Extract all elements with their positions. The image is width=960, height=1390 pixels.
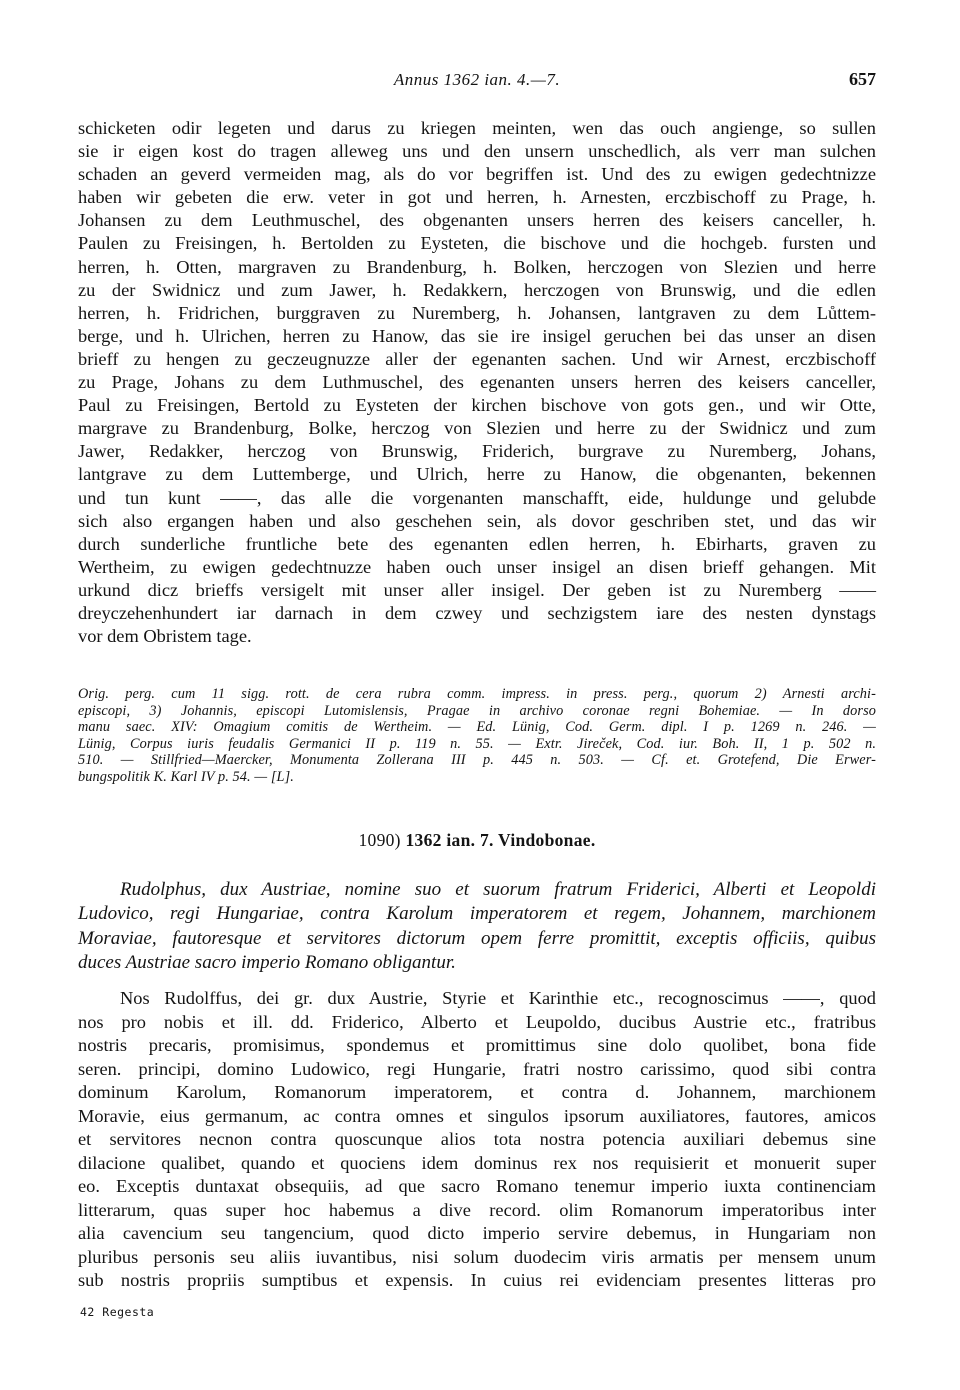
text-line: urkund dicz brieffs versigelt mit unser aller insigel. Der geben ist zu Nuremberg —— [78,579,876,600]
text-line: dilacione qualibet, quando et quociens idem dominus rex nos requisierit et monuerit super [78,1152,876,1173]
summary-line: Rudolphus, dux Austriae, nomine suo et suorum fratrum Friderici, Alberti et Leopoldi [120,879,876,900]
note-line: episcopi, 3) Johannis, episcopi Lutomislensis, Pragae in archivo coronae regni Bohemiae. — In dorso [78,702,876,719]
text-line: Nos Rudolffus, dei gr. dux Austrie, Styrie et Karinthie etc., recognoscimus ——, quod [120,988,876,1008]
text-line: dreyczehenhundert iar darnach in dem czwey und sechzigstem iare des nesten dynstags [78,602,876,623]
summary-line: Ludovico, regi Hungariae, contra Karolum imperatorem et regem, Johannem, marchionem [78,903,876,925]
summary-line: Moraviae, fautoresque et servitores dictorum opem ferre promittit, exceptis officiis, quibus [78,927,876,949]
text-line: brieff zu hengen zu geczeugnuzze aller der egenanten sachen. Und wir Arnest, erczbischoff [78,348,876,369]
text-line: haben wir gebeten die erw. veter in got und herren, h. Arnesten, erczbischoff zu Prage, h. [78,187,876,208]
text-line: sie ir eigen kost do tragen alleweg uns und den unsern unschedlich, als verr man sulchen [78,141,876,162]
text-line: et servitores necnon contra quoscunque alios tota nostra potencia auxiliari debemus sine [78,1129,876,1149]
entry-number: 1090) [358,830,401,850]
text-line: margrave zu Brandenburg, Bolke, herczog von Slezien und herre zu der Swidnicz und zum [78,418,876,439]
text-line: sub nostris propriis sumptibus et expensis. In cuius rei evidenciam presentes litteras pro [78,1270,876,1290]
note-line: manu saec. XIV: Omagium comitis de Wertheim. — Ed. Lünig, Cod. Germ. dipl. I p. 1269 n. 246. — [78,719,876,736]
text-line: vor dem Obristem tage. [78,626,252,647]
text-line: zu der Swidnicz und zum Jawer, h. Redakkern, herczogen von Brunswig, und die edlen [78,279,876,300]
source-notes [78,686,876,786]
running-head-title: Annus 1362 ian. 4.—7. [393,70,561,89]
text-line: herren, h. Otten, margraven zu Brandenburg, h. Bolken, herczogen von Slezien und herre [78,256,876,277]
text-line: Jawer, Redakker, herczog von Brunswig, Friderich, burgrave zu Nuremberg, Johans, [78,441,876,462]
note-line: Lünig, Corpus iuris feudalis Germanici II p. 119 n. 55. — Extr. Jireček, Cod. iur. Boh. II, 1 p. 502 n. [78,735,876,752]
text-line: Paul zu Freisingen, Bertold zu Eysteten der kirchen bischove von gots gen., und wir Otte, [78,395,876,416]
text-line: nos pro nobis et ill. dd. Friderico, Alberto et Leupoldo, ducibus Austrie etc., fratribus [78,1011,876,1032]
text-line: dominum Karolum, Romanorum imperatorem, et contra d. Johannem, marchionem [78,1082,876,1102]
text-line: pluribus personis seu aliis iuvantibus, nisi solum duodecim viris armatis per mensem unum [78,1246,876,1267]
text-line: Paulen zu Freisingen, h. Bertolden zu Eysteten, die bischove und die hochgeb. fursten und [78,233,876,254]
text-line: alia cavencium seu tangencium, quod dicto imperio servire debemus, in Hungariam non [78,1223,876,1243]
text-line: nostris precaris, promisimus, spondemus et promittimus sine dolo quolibet, bona fide [78,1035,876,1055]
document-text [78,987,876,1293]
text-line: durch sunderliche fruntliche bete des egenanten edlen herren, h. Ebirharts, graven zu [78,533,876,554]
text-line: sich also ergangen haben und also geschehen sein, als dovor geschriben stet, und das wir [78,510,876,531]
continuation-text [78,117,876,648]
note-line: bungspolitik K. Karl IV p. 54. — [L]. [78,768,294,785]
entry-summary [78,878,876,975]
text-line: Wertheim, zu ewigen gedechtnuzze haben ouch unser insigel an disen brieff gehangen. Mit [78,556,876,577]
text-line: Johansen zu dem Leuthmuschel, des obgenanten unsers herren des keisers canceller, h. [78,210,876,231]
text-line: eo. Exceptis duntaxat obsequiis, ad que sacro Romano tenemur imperio iuxta continenciam [78,1176,876,1196]
note-line: Orig. perg. cum 11 sigg. rott. de cera rubra comm. impress. in press. perg., quorum 2) Arnesti archi- [78,686,876,702]
note-line: 510. — Stillfried—Maercker, Monumenta Zollerana III p. 445 n. 503. — Cf. et. Grotefend, Die Erwer- [78,752,876,769]
text-line: berge, und h. Ulrichen, herren zu Hanow, das sie ire insigel geruchen bei das unser an disen [78,325,876,346]
text-line: Moravie, eius germanum, ac contra omnes et singulos ipsorum auxiliatores, fautores, amicos [78,1105,876,1126]
page-number: 657 [849,69,876,89]
text-line: litterarum, quas super hoc habemus a dive record. olim Romanorum imperatoribus inter [78,1199,876,1220]
text-line: seren. principi, domino Ludowico, regi Hungarie, fratri nostro carissimo, quod sibi contra [78,1058,876,1079]
text-line: herren, h. Fridrichen, burggraven zu Nuremberg, h. Johansen, lantgraven zu dem Lůttem- [78,302,876,323]
entry-heading [78,830,876,851]
entry-date-place: 1362 ian. 7. Vindobonae. [405,830,596,850]
text-line: schicketen odir legeten und darus zu kriegen meinten, wen das ouch angienge, so sullen [78,118,876,138]
text-line: und tun kunt ——, das alle die vorgenanten manschafft, eide, huldunge und gelubde [78,487,876,508]
running-head [78,70,876,96]
text-line: schaden an geverd vermeiden mag, als do vor begriffen ist. Und des zu ewigen gedechtnizze [78,164,876,185]
text-line: zu Prage, Johans zu dem Luthmuschel, des egenanten unsers herren des keisers canceller, [78,372,876,393]
signature-mark: 42 Regesta [80,1305,155,1319]
text-line: lantgrave zu dem Luttemberge, und Ulrich, herre zu Hanow, die obgenanten, bekennen [78,464,876,485]
summary-line: duces Austriae sacro imperio Romano obligantur. [78,951,456,973]
